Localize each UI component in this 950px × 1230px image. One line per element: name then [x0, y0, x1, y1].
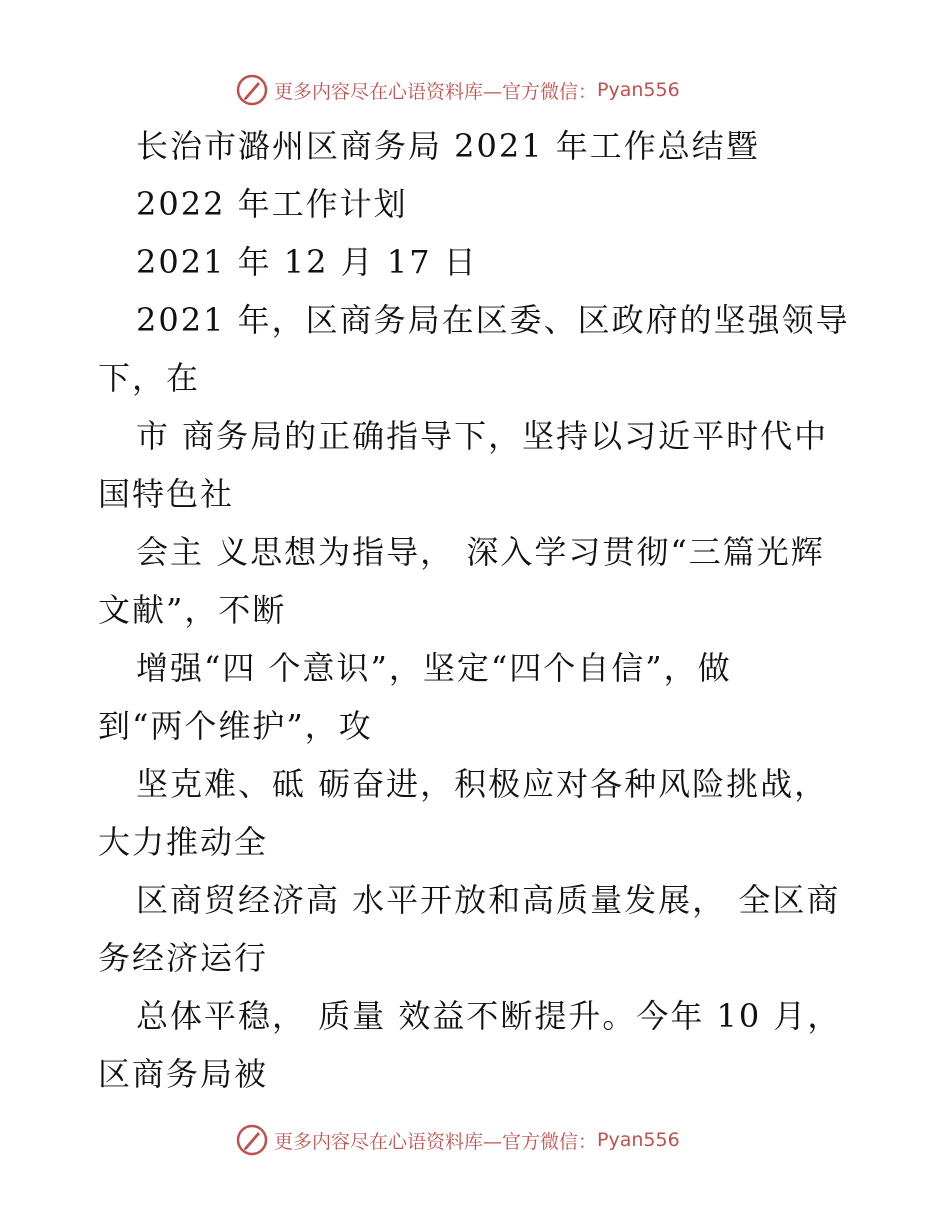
body-line: 坚克难、砥 砺奋进，积极应对各种风险挑战， — [136, 765, 829, 803]
body-line: 区商务局被 — [98, 1055, 269, 1093]
quill-logo-icon — [236, 74, 268, 106]
body-line: 总体平稳， 质量 效益不断提升。今年 10 月， — [136, 997, 842, 1035]
body-line: 国特色社 — [98, 475, 235, 513]
watermark-text: 更多内容尽在心语资料库—官方微信： — [274, 80, 598, 103]
watermark-text: 更多内容尽在心语资料库—官方微信： — [274, 1130, 598, 1153]
quill-logo-icon — [236, 1124, 268, 1156]
header-watermark — [236, 72, 680, 108]
body-line: 会主 义思想为指导， 深入学习贯彻“三篇光辉 — [136, 533, 825, 571]
document-title-line-1: 长治市潞州区商务局 2021 年工作总结暨 — [136, 127, 760, 165]
watermark-wechat-id: Pyan556 — [597, 1129, 680, 1151]
watermark-wechat-id: Pyan556 — [597, 79, 680, 101]
body-line: 2021 年，区商务局在区委、区政府的坚强领导 — [136, 301, 850, 339]
body-line: 增强“四 个意识”，坚定“四个自信”，做 — [136, 649, 732, 687]
footer-watermark — [236, 1122, 680, 1158]
body-line: 文献”，不断 — [98, 591, 287, 629]
body-line: 市 商务局的正确指导下，坚持以习近平时代中 — [136, 417, 829, 455]
body-line: 务经济运行 — [98, 939, 269, 977]
body-line: 区商贸经济高 水平开放和高质量发展， 全区商 — [136, 881, 841, 919]
body-line: 下，在 — [98, 359, 201, 397]
body-line: 大力推动全 — [98, 823, 269, 861]
body-line: 到“两个维护”，攻 — [98, 707, 373, 745]
document-date: 2021 年 12 月 17 日 — [136, 243, 478, 281]
document-title-line-2: 2022 年工作计划 — [136, 185, 408, 223]
